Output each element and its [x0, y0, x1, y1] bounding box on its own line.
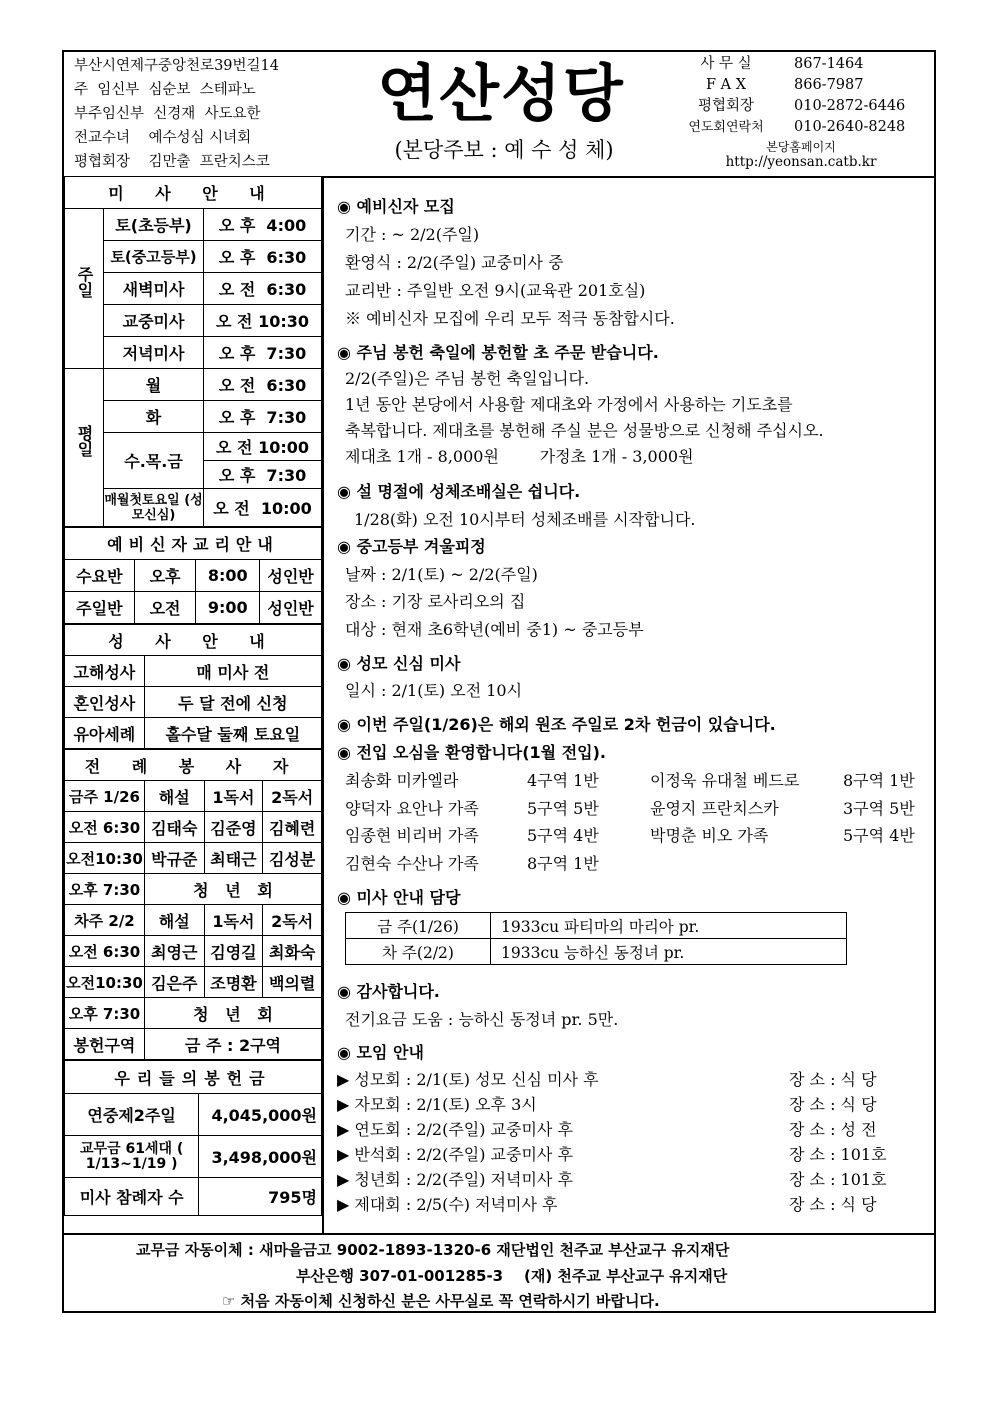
- minister-name: 최화숙: [263, 936, 322, 967]
- section-title: 성 사 안 내: [65, 625, 322, 656]
- mass-time: 오 전 6:30: [204, 369, 322, 401]
- contact-row: [676, 117, 934, 138]
- offering-value: 3,498,000원: [199, 1136, 322, 1178]
- notice-line: ※ 예비신자 모집에 우리 모두 적극 동참합시다.: [345, 309, 675, 328]
- staff-line: 주 임신부 심순보 스테파노: [74, 82, 256, 98]
- sacrament-name: 고해성사: [65, 656, 145, 687]
- mass-guide-week: 차 주(2/2): [346, 939, 491, 965]
- minister-head: 1독서: [204, 905, 263, 936]
- mass-name: 화: [104, 401, 204, 433]
- contact-row: [676, 75, 934, 96]
- meeting-place: 장 소 : 101호: [789, 1145, 887, 1164]
- mass-guide-value: 1933cu 능하신 동정녀 pr.: [491, 939, 847, 965]
- newcomer-name: 최송화 미카엘라: [345, 771, 459, 790]
- contact-value: 866-7987: [794, 77, 864, 93]
- footer-line: 부산은행 307-01-001285-3 (재) 천주교 부산교구 유지재단: [296, 1267, 728, 1285]
- section-title: 예비신자교리안내: [65, 528, 322, 560]
- minister-name: 김성분: [263, 843, 322, 874]
- minister-head: 해설: [144, 905, 204, 936]
- meeting-row: [337, 1167, 887, 1190]
- notice-title: ◉ 전입 오심을 환영합니다(1월 전입).: [337, 743, 607, 762]
- class-time: 9:00: [196, 592, 260, 624]
- mass-time: 오 후 4:00: [204, 209, 322, 241]
- meeting-row: [337, 1067, 877, 1090]
- minister-name: 백의렬: [263, 967, 322, 998]
- minister-head: 2독서: [263, 781, 322, 812]
- contact-label: 평협회장: [697, 98, 755, 114]
- meeting-text: ▶ 반석회 : 2/2(주일) 교중미사 후: [337, 1145, 573, 1164]
- minister-time: 오전10:30: [65, 843, 145, 874]
- newcomer-name: 박명춘 비오 가족: [650, 826, 769, 845]
- class-ampm: 오전: [134, 592, 196, 624]
- mass-name: 교중미사: [104, 305, 204, 337]
- meeting-text: ▶ 연도회 : 2/2(주일) 교중미사 후: [337, 1120, 573, 1139]
- staff-line: 부주임신부 신경재 사도요한: [74, 106, 261, 122]
- minister-name: 김은주: [144, 967, 204, 998]
- newcomer-name: 이정욱 유대철 베드로: [650, 771, 800, 790]
- notice-line: 교리반 : 주일반 오전 9시(교육관 201호실): [345, 281, 646, 300]
- mass-time: 오 전 10:00: [204, 433, 322, 461]
- sacrament-name: 혼인성사: [65, 687, 145, 718]
- minister-name: 최영근: [144, 936, 204, 967]
- meeting-place: 장 소 : 101호: [789, 1170, 887, 1189]
- district-value: 금 주 : 2구역: [144, 1029, 321, 1060]
- mass-schedule-table: [64, 176, 322, 527]
- newcomer-name: 양덕자 요안나 가족: [345, 799, 479, 818]
- meeting-place: 장 소 : 식 당: [789, 1095, 877, 1114]
- newcomer-district: 3구역 5반: [843, 799, 915, 818]
- section-title: 미 사 안 내: [65, 177, 322, 209]
- homepage-link[interactable]: http://yeonsan.catb.kr: [725, 154, 877, 170]
- homepage: [676, 140, 926, 170]
- contact-value: 010-2872-6446: [794, 98, 906, 114]
- header: [64, 52, 934, 178]
- notice-title: ◉ 주님 봉헌 축일에 봉헌할 초 주문 받습니다.: [337, 343, 659, 362]
- page-subtitle: (본당주보 : 예 수 성 체): [394, 138, 614, 162]
- minister-name: 김준영: [204, 812, 263, 843]
- sacraments-table: [64, 624, 322, 749]
- weekday-label-text: 평일: [75, 424, 94, 457]
- minister-time: 오전10:30: [65, 967, 145, 998]
- address: 부산시연제구중앙천로39번길14: [74, 58, 279, 74]
- parish-info: [74, 54, 334, 174]
- contact-value: 867-1464: [794, 56, 864, 72]
- staff-line: 평협회장 김만출 프란치스코: [74, 154, 270, 170]
- mass-time: 오 후 7:30: [204, 461, 322, 489]
- sunday-label: [65, 209, 104, 369]
- mass-time: 오 전 10:00: [204, 489, 322, 527]
- staff-line: 전교수녀 예수성심 시녀회: [74, 130, 252, 146]
- mass-guide-table: [345, 912, 847, 965]
- minister-name: 조명환: [204, 967, 263, 998]
- notice-line: 기간 : ~ 2/2(주일): [345, 225, 480, 244]
- weekday-label: [65, 369, 104, 527]
- district-label: 봉헌구역: [65, 1029, 145, 1060]
- meeting-place: 장 소 : 식 당: [789, 1070, 877, 1089]
- notice-line: 대상 : 현재 초6학년(예비 중1) ~ 중고등부: [345, 620, 644, 639]
- mass-time: 오 후 7:30: [204, 401, 322, 433]
- minister-name: 김영길: [204, 936, 263, 967]
- minister-head: 차주 2/2: [65, 905, 145, 936]
- meeting-row: [337, 1142, 887, 1165]
- notice-line: 제대초 1개 - 8,000원 가정초 1개 - 3,000원: [345, 447, 694, 466]
- meeting-place: 장 소 : 성 전: [789, 1120, 877, 1139]
- notice-title: ◉ 이번 주일(1/26)은 해외 원조 주일로 2차 헌금이 있습니다.: [337, 715, 776, 734]
- mass-time: 오 전 10:30: [204, 305, 322, 337]
- meeting-text: ▶ 자모회 : 2/1(토) 오후 3시: [337, 1095, 537, 1114]
- notice-title: ◉ 감사합니다.: [337, 982, 440, 1001]
- offering-value: 795명: [199, 1178, 322, 1216]
- meeting-text: ▶ 제대회 : 2/5(수) 저녁미사 후: [337, 1195, 558, 1214]
- minister-name: 김태숙: [144, 812, 204, 843]
- class-target: 성인반: [260, 560, 322, 592]
- newcomer-district: 4구역 1반: [527, 771, 599, 790]
- minister-group: 청 년 회: [144, 874, 321, 905]
- class-name: 수요반: [65, 560, 135, 592]
- sacrament-name: 유아세례: [65, 718, 145, 749]
- newcomer-district: 5구역 5반: [527, 799, 599, 818]
- offering-name: 미사 참례자 수: [65, 1178, 199, 1216]
- meeting-text: ▶ 성모회 : 2/1(토) 성모 신심 미사 후: [337, 1070, 599, 1089]
- catechumen-table: [64, 527, 322, 624]
- newcomer-name: 김현숙 수산나 가족: [345, 854, 479, 873]
- mass-name: 토(중고등부): [104, 241, 204, 273]
- homepage-label: 본당홈페이지: [766, 140, 836, 154]
- contact-label: 사 무 실: [700, 56, 752, 72]
- contact-label: 연도회연락처: [688, 120, 764, 135]
- footer: [64, 1233, 934, 1315]
- minister-time: 오전 6:30: [65, 812, 145, 843]
- newcomer-name: 윤영지 프란치스카: [650, 799, 779, 818]
- mass-name: 수.목.금: [104, 433, 204, 489]
- notice-line: 날짜 : 2/1(토) ~ 2/2(주일): [345, 565, 538, 584]
- notice-line: 장소 : 기장 로사리오의 집: [345, 592, 526, 611]
- notice-title: ◉ 예비신자 모집: [337, 197, 455, 216]
- notice-title: ◉ 성모 신심 미사: [337, 654, 461, 673]
- offering-table: [64, 1060, 322, 1216]
- minister-name: 최태근: [204, 843, 263, 874]
- mass-name: 매월첫토요일 (성모신심): [104, 489, 204, 527]
- minister-head: 2독서: [263, 905, 322, 936]
- notice-title: ◉ 중고등부 겨울피정: [337, 537, 486, 556]
- mass-guide-week: 금 주(1/26): [346, 913, 491, 939]
- minister-time: 오후 7:30: [65, 998, 145, 1029]
- newcomer-name: 임종현 비리버 가족: [345, 826, 479, 845]
- notice-title: ◉ 모임 안내: [337, 1043, 424, 1062]
- newcomer-district: 5구역 4반: [527, 826, 599, 845]
- mass-time: 오 전 6:30: [204, 273, 322, 305]
- sacrament-value: 매 미사 전: [144, 656, 321, 687]
- contact-info: [676, 54, 934, 138]
- sacrament-value: 두 달 전에 신청: [144, 687, 321, 718]
- minister-group: 청 년 회: [144, 998, 321, 1029]
- contact-row: [676, 54, 934, 75]
- minister-name: 박규준: [144, 843, 204, 874]
- notice-title: ◉ 설 명절에 성체조배실은 쉽니다.: [337, 482, 581, 501]
- mass-name: 토(초등부): [104, 209, 204, 241]
- notice-line: 환영식 : 2/2(주일) 교중미사 중: [345, 253, 564, 272]
- notice-line: 전기요금 도움 : 능하신 동정녀 pr. 5만.: [345, 1010, 619, 1029]
- notice-line: 축복합니다. 제대초를 봉헌해 주실 분은 성물방으로 신청해 주십시오.: [345, 421, 824, 440]
- meeting-text: ▶ 청년회 : 2/2(주일) 저녁미사 후: [337, 1170, 573, 1189]
- notices-column: [324, 176, 934, 1233]
- contact-value: 010-2640-8248: [794, 119, 906, 135]
- class-ampm: 오후: [134, 560, 196, 592]
- notice-line: 1년 동안 본당에서 사용할 제대초와 가정에서 사용하는 기도초를: [345, 395, 793, 414]
- contact-label: F A X: [705, 77, 747, 93]
- class-target: 성인반: [260, 592, 322, 624]
- class-time: 8:00: [196, 560, 260, 592]
- sacrament-value: 홀수달 둘째 토요일: [144, 718, 321, 749]
- newcomer-district: 8구역 1반: [843, 771, 915, 790]
- mass-time: 오 후 7:30: [204, 337, 322, 369]
- sunday-label-text: 주일: [75, 265, 94, 298]
- page-title: 연산성당: [377, 57, 625, 130]
- mass-name: 저녁미사: [104, 337, 204, 369]
- bulletin-sheet: [62, 50, 936, 1313]
- offering-name: 연중제2주일: [65, 1094, 199, 1136]
- notice-line: 일시 : 2/1(토) 오전 10시: [345, 681, 523, 700]
- notice-title: ◉ 미사 안내 담당: [337, 888, 461, 907]
- offering-value: 4,045,000원: [199, 1094, 322, 1136]
- section-title: 우리들의봉헌금: [65, 1061, 322, 1094]
- newcomer-district: 8구역 1반: [527, 854, 599, 873]
- minister-head: 1독서: [204, 781, 263, 812]
- meeting-row: [337, 1117, 877, 1140]
- mass-time: 오 후 6:30: [204, 241, 322, 273]
- notice-line: 2/2(주일)은 주님 봉헌 축일입니다.: [345, 369, 590, 388]
- meeting-row: [337, 1192, 877, 1215]
- meeting-place: 장 소 : 식 당: [789, 1195, 877, 1214]
- footer-line: 교무금 자동이체 : 새마을금고 9002-1893-1320-6 재단법인 천주교 부산교구 유지재단: [136, 1241, 730, 1259]
- mass-name: 월: [104, 369, 204, 401]
- ministers-table: [64, 749, 322, 1060]
- mass-guide-value: 1933cu 파티마의 마리아 pr.: [491, 913, 847, 939]
- minister-time: 오후 7:30: [65, 874, 145, 905]
- contact-row: [676, 96, 934, 117]
- meeting-row: [337, 1092, 877, 1115]
- section-title: 전 례 봉 사 자: [65, 750, 322, 781]
- mass-name: 새벽미사: [104, 273, 204, 305]
- minister-head: 해설: [144, 781, 204, 812]
- minister-head: 금주 1/26: [65, 781, 145, 812]
- class-name: 주일반: [65, 592, 135, 624]
- minister-time: 오전 6:30: [65, 936, 145, 967]
- footer-line: ☞ 처음 자동이체 신청하신 분은 사무실로 꼭 연락하시기 바랍니다.: [222, 1292, 660, 1310]
- minister-name: 김혜련: [263, 812, 322, 843]
- newcomer-district: 5구역 4반: [843, 826, 915, 845]
- notice-line: 1/28(화) 오전 10시부터 성체조배를 시작합니다.: [354, 510, 696, 529]
- left-column: [64, 176, 324, 1233]
- offering-name: 교무금 61세대 ( 1/13~1/19 ): [65, 1136, 199, 1178]
